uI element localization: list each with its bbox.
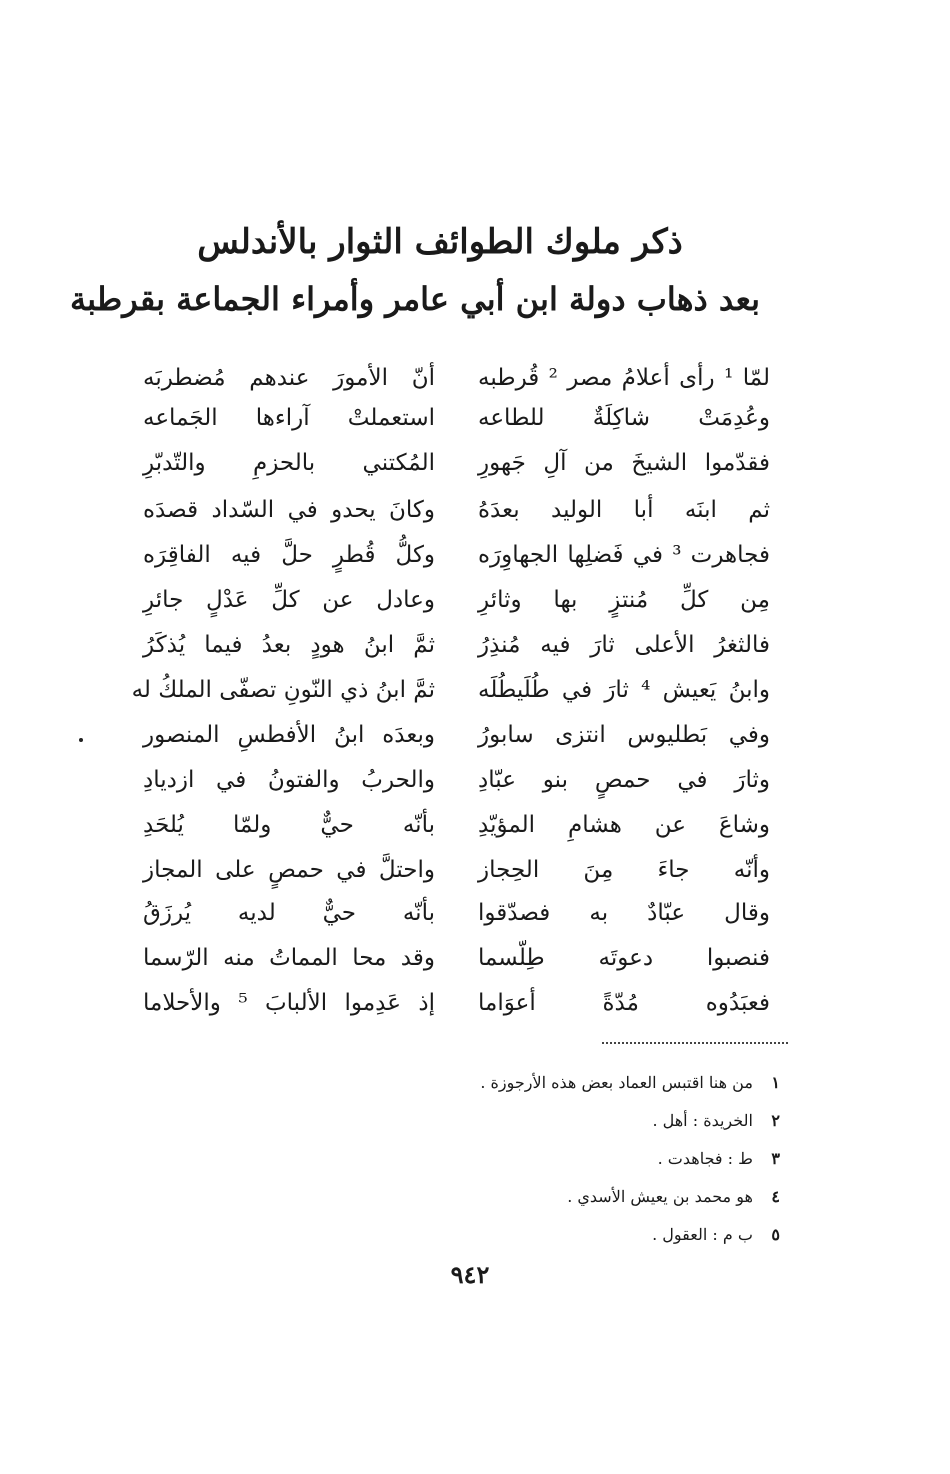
footnote (300, 1068, 780, 1106)
first-hemistich: فجاهرت ³ في فَضلِها الجهاوِرَه (478, 542, 770, 568)
chapter-subtitle: بعد ذهاب دولة ابن أبي عامر وأمراء الجماعة بقرطبة (69, 280, 760, 318)
second-hemistich: وكلُّ قُطرٍ حلَّ فيه الفاقِرَه (143, 542, 435, 568)
verse-line (130, 983, 770, 1031)
second-hemistich: وعادل عن كلِّ عَدْلٍ جائرِ (143, 587, 435, 613)
footnotes (300, 1068, 780, 1258)
first-hemistich: فالثغرُ الأعلى ثارَ فيه مُنذِرُ (478, 632, 770, 658)
first-hemistich: وشاعَ عن هشامِ المؤيّدِ (478, 812, 770, 838)
verse-line (130, 625, 770, 673)
page-number: ٩٤٢ (450, 1260, 490, 1289)
second-hemistich: بأنّه حيٌّ ولمّا يُلحَدِ (143, 812, 435, 838)
footnote-number: ٣ (771, 1149, 780, 1168)
footnote (300, 1220, 780, 1258)
footnote (300, 1182, 780, 1220)
second-hemistich: إذ عَدِموا الألبابَ ⁵ والأحلاما (143, 990, 435, 1016)
first-hemistich: وقال عبّادٌ به فصدّقوا (478, 900, 770, 926)
footnote-divider (602, 1042, 788, 1044)
verse-line (130, 670, 770, 718)
footnote-number: ٢ (771, 1111, 780, 1130)
second-hemistich: والحربُ والفتونُ في ازديادِ (143, 767, 435, 793)
footnote-number: ١ (771, 1073, 780, 1092)
second-hemistich: ثمَّ ابنُ ذي النّونِ تصفّى الملكُ له (131, 677, 435, 703)
chapter-title: ذكر ملوك الطوائف الثوار بالأندلس (197, 222, 683, 262)
ink-dot (79, 738, 83, 742)
verse-line (130, 850, 770, 898)
first-hemistich: ثم ابنَه أبا الوليد بعدَهُ (478, 497, 770, 523)
verse-line (130, 535, 770, 583)
second-hemistich: استعملتْ آراءها الجَماعه (143, 405, 435, 431)
first-hemistich: فقدّموا الشيخَ من آلِ جَهورِ (478, 450, 770, 476)
verse-line (130, 760, 770, 808)
footnote-text: ط : فجاهدت . (657, 1149, 753, 1168)
verse-line (130, 805, 770, 853)
footnote (300, 1106, 780, 1144)
second-hemistich: وقد محا المماتُ منه الرّسما (143, 945, 435, 971)
first-hemistich: فعبَدُوه مُدّةً أعوَاما (478, 990, 770, 1016)
first-hemistich: وابنُ يَعيش ⁴ ثارَ في طُلَيطُلَه (478, 677, 770, 703)
verse-line (130, 715, 770, 763)
verse-line (130, 443, 770, 491)
first-hemistich: وأنّه جاءَ مِنَ الحِجاز (478, 857, 770, 883)
first-hemistich: وعُدِمَتْ شاكِلَةٌ للطاعه (478, 405, 770, 431)
footnote-text: ب م : العقول . (652, 1225, 753, 1244)
second-hemistich: أنّ الأمورَ عندهم مُضطربَه (143, 365, 435, 391)
second-hemistich: وبعدَه ابنُ الأفطسِ المنصور (143, 722, 435, 748)
first-hemistich: وثارَ في حمصٍ بنو عبّادِ (478, 767, 770, 793)
footnote-number: ٥ (771, 1225, 780, 1244)
first-hemistich: فنصبوا دعوتَه طِلّسما (478, 945, 770, 971)
footnote-text: من هنا اقتبس العماد بعض هذه الأرجوزة . (480, 1073, 753, 1092)
first-hemistich: وفي بَطليوس انتزى سابورُ (478, 722, 770, 748)
second-hemistich: وكانَ يحدو في السّداد قصدَه (143, 497, 435, 523)
footnote-text: هو محمد بن يعيش الأسدي . (567, 1187, 753, 1206)
verse-line (130, 490, 770, 538)
second-hemistich: المُكتني بالحزمِ والتّدبّرِ (143, 450, 435, 476)
second-hemistich: ثمَّ ابنُ هودٍ بعدُ فيما يُذكَرُ (143, 632, 435, 658)
second-hemistich: واحتلَّ في حمصٍ على المجاز (143, 857, 435, 883)
first-hemistich: لمّا ¹ رأى أعلامُ مصر ² قُرطبه (478, 365, 771, 391)
verse-line (130, 938, 770, 986)
verse-line (130, 580, 770, 628)
verse-line (130, 398, 770, 446)
footnote-text: الخريدة : أهل . (652, 1111, 753, 1130)
second-hemistich: بأنّه حيٌّ لديه يُرزَقُ (143, 900, 435, 926)
first-hemistich: مِن كلِّ مُنتزٍ بها وثائرِ (478, 587, 770, 613)
footnote (300, 1144, 780, 1182)
footnote-number: ٤ (771, 1187, 780, 1206)
verse-line (130, 893, 770, 941)
